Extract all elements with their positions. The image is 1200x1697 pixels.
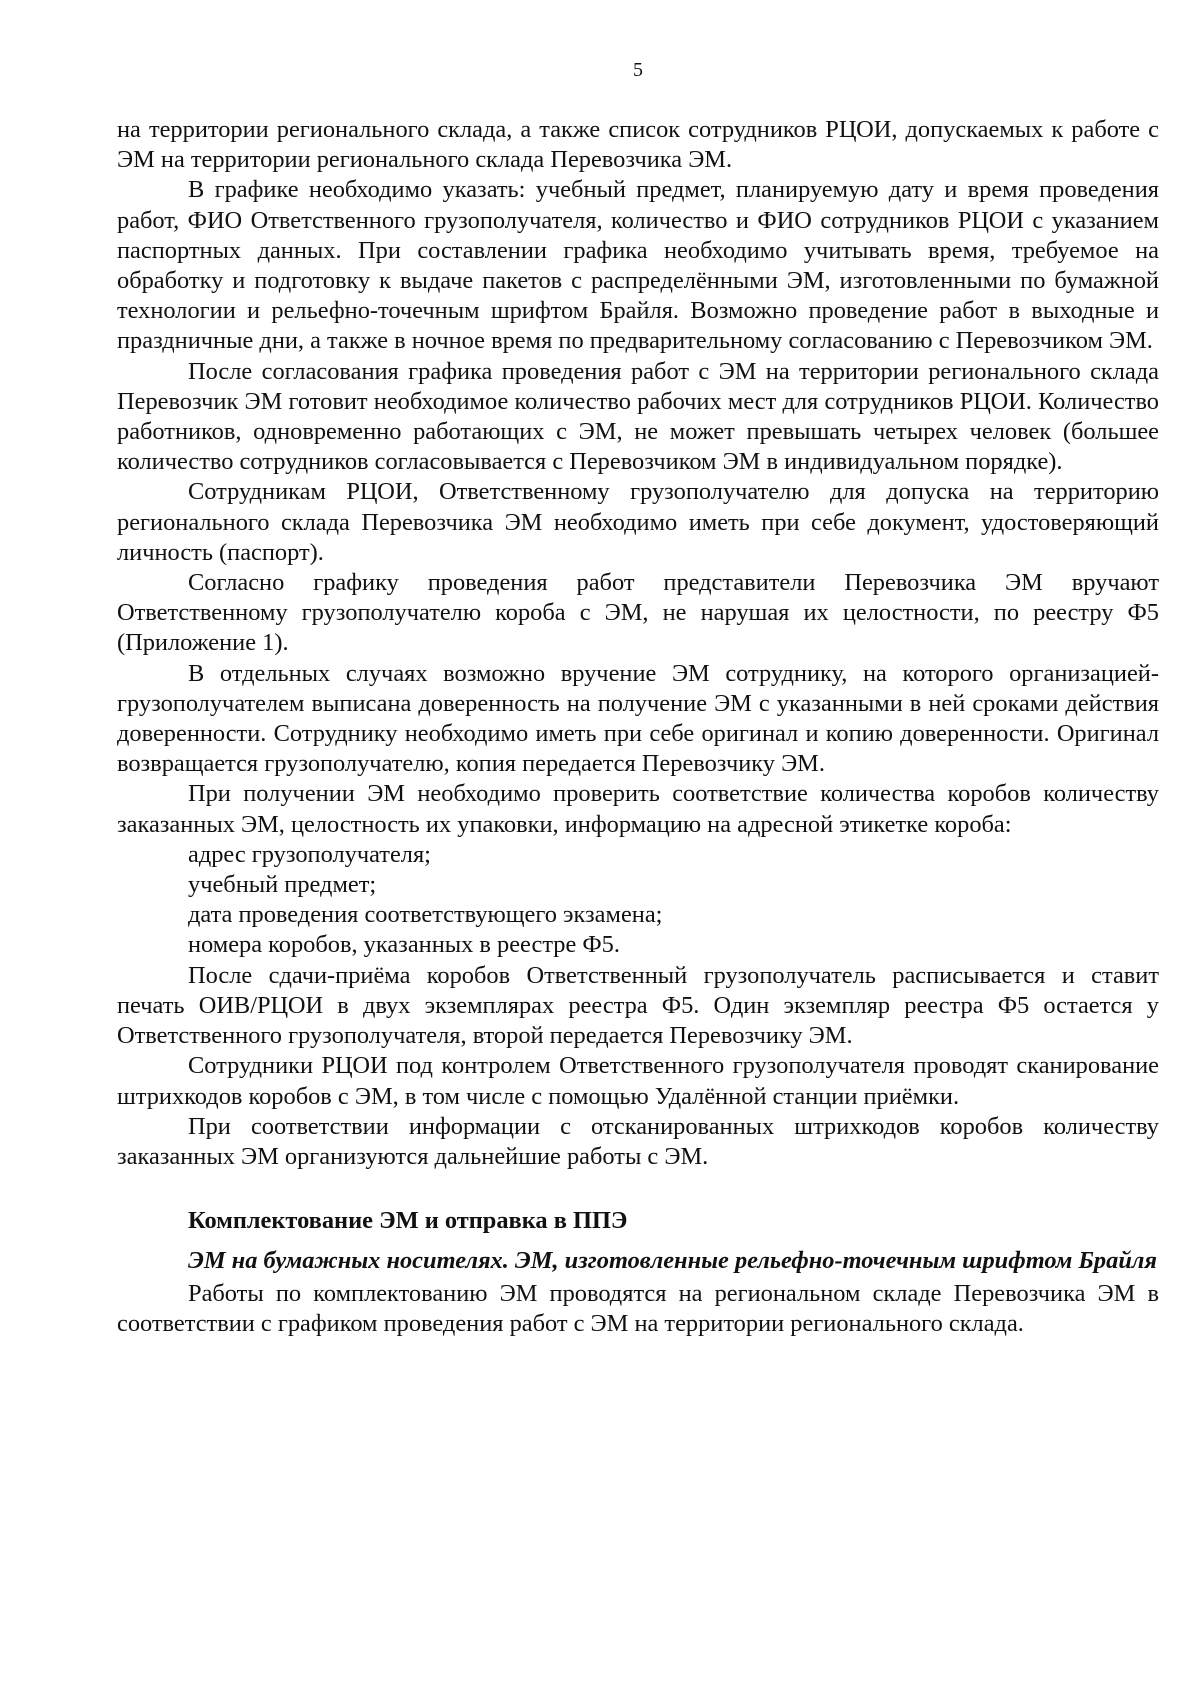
paragraph-further-work: При соответствии информации с отсканированных штрихкодов коробов количеству заказанных ЭМ организуются дальнейшие работы с ЭМ. bbox=[117, 1112, 1159, 1170]
paragraph-access-documents: Сотрудникам РЦОИ, Ответственному грузополучателю для допуска на территорию регионального склада Перевозчика ЭМ необходимо иметь при себе документ, удостоверяющий личность (паспорт). bbox=[117, 478, 1159, 566]
paragraph-registry-signing: После сдачи-приёма коробов Ответственный грузополучатель расписывается и ставит печать ОИВ/РЦОИ в двух экземплярах реестра Ф5. Один экземпляр реестра Ф5 остается у Ответственного грузополучателя, второй передается Перевозчику ЭМ. bbox=[117, 961, 1159, 1050]
paragraph-assembly: Работы по комплектованию ЭМ проводятся на региональном складе Перевозчика ЭМ в соответствии с графиком проведения работ с ЭМ на территории регионального склада. bbox=[117, 1280, 1159, 1338]
paragraph-workplaces: После согласования графика проведения работ с ЭМ на территории регионального склада Перевозчик ЭМ готовит необходимое количество рабочих мест для сотрудников РЦОИ. Количество работников, одновременно работающих с ЭМ, не может превышать четырех человек (большее количество сотрудников согласовывается с Перевозчиком ЭМ в индивидуальном порядке). bbox=[117, 357, 1159, 476]
document-body bbox=[117, 115, 1159, 1340]
paragraph-continuation: на территории регионального склада, а также список сотрудников РЦОИ, допускаемых к работе с ЭМ на территории регионального склада Перевозчика ЭМ. bbox=[117, 116, 1159, 174]
list-item: дата проведения соответствующего экзамена; bbox=[188, 901, 663, 929]
paragraph-power-of-attorney: В отдельных случаях возможно вручение ЭМ сотруднику, на которого организацией-грузополучателем выписана доверенность на получение ЭМ с указанными в ней сроками действия доверенности. Сотруднику необходимо иметь при себе оригинал и копию доверенности. Оригинал возвращается грузополучателю, копия передается Перевозчику ЭМ. bbox=[117, 659, 1159, 778]
section-heading: Комплектование ЭМ и отправка в ППЭ bbox=[188, 1207, 628, 1235]
list-item: номера коробов, указанных в реестре Ф5. bbox=[188, 931, 620, 959]
paragraph-barcode-scanning: Сотрудники РЦОИ под контролем Ответственного грузополучателя проводят сканирование штрихкодов коробов с ЭМ, в том числе с помощью Удалённой станции приёмки. bbox=[117, 1052, 1159, 1110]
paragraph-handover: Согласно графику проведения работ представители Перевозчика ЭМ вручают Ответственному грузополучателю короба с ЭМ, не нарушая их целостности, по реестру Ф5 (Приложение 1). bbox=[117, 569, 1159, 657]
paragraph-receipt-check: При получении ЭМ необходимо проверить соответствие количества коробов количеству заказанных ЭМ, целостность их упаковки, информацию на адресной этикетке короба: bbox=[117, 780, 1159, 838]
paragraph-schedule-contents: В графике необходимо указать: учебный предмет, планируемую дату и время проведения работ, ФИО Ответственного грузополучателя, количество и ФИО сотрудников РЦОИ с указанием паспортных данных. При составлении графика необходимо учитывать время, требуемое на обработку и подготовку к выдаче пакетов с распределёнными ЭМ, изготовленными по бумажной технологии и рельефно-точечным шрифтом Брайля. Возможно проведение работ в выходные и праздничные дни, а также в ночное время по предварительному согласованию с Перевозчиком ЭМ. bbox=[117, 176, 1159, 355]
list-item: адрес грузополучателя; bbox=[188, 840, 431, 868]
subsection-heading: ЭМ на бумажных носителях. ЭМ, изготовленные рельефно-точечным шрифтом Брайля bbox=[188, 1247, 1157, 1275]
list-item: учебный предмет; bbox=[188, 871, 377, 899]
page-number: 5 bbox=[633, 59, 643, 81]
